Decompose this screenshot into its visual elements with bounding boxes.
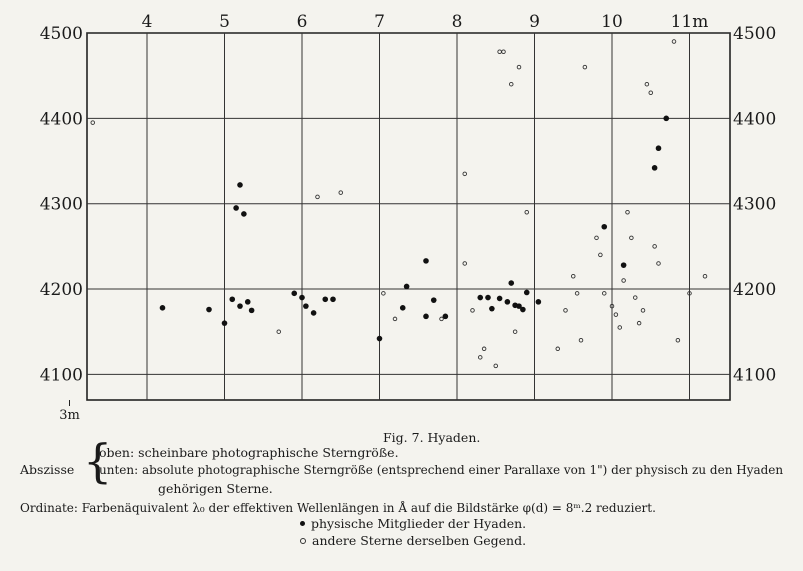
data-point-other (482, 347, 486, 351)
data-point-other (509, 82, 513, 86)
data-point-other (517, 65, 521, 69)
abscissa-top-text: oben: scheinbare photographische Sterngröße. (99, 445, 399, 460)
data-point-other (316, 195, 320, 199)
open-dot-icon (300, 538, 306, 544)
y-tick-label-right: 4400 (733, 109, 777, 130)
y-tick-label-right: 4500 (733, 24, 777, 44)
data-point-other (672, 40, 676, 44)
data-point-other (564, 309, 568, 313)
data-point-other (440, 317, 444, 321)
legend-label-open: andere Sterne derselben Gegend. (312, 533, 527, 548)
data-point-other (618, 326, 622, 330)
data-point-member (229, 296, 235, 302)
data-point-member (477, 295, 483, 301)
data-point-member (485, 295, 491, 301)
abscissa-bottom-text-continued: gehörigen Sterne. (158, 481, 273, 496)
y-tick-label-left: 4200 (39, 280, 83, 301)
data-point-other (602, 292, 606, 296)
data-point-other (641, 309, 645, 313)
data-point-other (339, 191, 343, 195)
axis-ticks (0, 12, 776, 423)
data-point-other (653, 245, 657, 249)
data-point-member (330, 296, 336, 302)
abscissa-brace: { (83, 434, 113, 488)
data-point-other (382, 292, 386, 296)
figure-title: Fig. 7. Hyaden. (383, 430, 481, 445)
data-point-other (91, 121, 95, 125)
data-point-member (222, 320, 228, 326)
top-tick-label: 8 (451, 12, 463, 32)
top-tick-label: 9 (529, 12, 540, 32)
data-point-member (237, 182, 243, 188)
data-point-member (311, 310, 317, 316)
data-point-other (583, 65, 587, 69)
data-point-other (622, 279, 626, 283)
data-point-other (630, 236, 634, 240)
data-point-other (649, 91, 653, 95)
y-tick-label-right: 4100 (733, 365, 777, 386)
data-point-member (656, 145, 662, 151)
legend-item-open (300, 533, 526, 548)
data-point-other (637, 321, 641, 325)
y-tick-label-left: 4500 (39, 24, 83, 44)
y-tick-label-left: 4100 (39, 365, 83, 386)
top-tick-label: 4 (141, 12, 153, 32)
data-point-other (571, 274, 575, 278)
data-point-other (626, 210, 630, 214)
filled-dot-icon (300, 521, 305, 526)
legend-label-filled: physische Mitglieder der Hyaden. (311, 516, 527, 531)
data-point-other (494, 364, 498, 368)
data-point-other (595, 236, 599, 240)
top-tick-label: 10 (601, 12, 623, 32)
data-point-member (508, 280, 514, 286)
data-point-member (423, 258, 429, 264)
data-point-member (400, 305, 406, 311)
data-point-member (497, 296, 503, 302)
data-point-member (291, 291, 297, 297)
data-point-other (657, 262, 661, 266)
data-point-other (463, 172, 467, 176)
data-point-other (393, 317, 397, 321)
data-point-member (206, 307, 212, 313)
data-point-other (277, 330, 281, 334)
data-point-member (249, 308, 255, 314)
data-point-other (703, 274, 707, 278)
data-point-member (621, 262, 627, 268)
data-point-member (524, 290, 530, 296)
data-point-member (536, 299, 542, 305)
data-point-member (160, 305, 166, 311)
data-point-member (322, 296, 328, 302)
top-tick-label: 7 (374, 12, 385, 32)
data-point-member (404, 284, 410, 290)
chart-grid (0, 33, 730, 406)
data-point-other (513, 330, 517, 334)
data-point-other (478, 356, 482, 360)
legend-item-filled (300, 516, 526, 531)
data-point-other (579, 338, 583, 342)
data-point-member (505, 299, 511, 305)
data-point-member (652, 165, 658, 171)
plot-frame (87, 33, 730, 400)
data-point-member (601, 224, 607, 230)
data-point-other (614, 313, 618, 317)
data-point-member (299, 295, 305, 301)
y-tick-label-right: 4200 (733, 280, 777, 301)
data-point-member (423, 314, 429, 320)
top-tick-label: 5 (219, 12, 230, 32)
data-point-member (303, 303, 309, 309)
data-point-member (663, 116, 669, 122)
data-point-other (645, 82, 649, 86)
bottom-tick-label: 3m (59, 408, 80, 423)
data-point-other (471, 309, 475, 313)
data-point-other (502, 50, 506, 54)
y-tick-label-left: 4300 (39, 194, 83, 215)
data-point-other (676, 338, 680, 342)
data-point-other (498, 50, 502, 54)
data-point-member (377, 336, 383, 342)
data-point-member (233, 205, 239, 211)
top-tick-label: 11m (670, 12, 709, 32)
data-point-other (525, 210, 529, 214)
abscissa-bottom-text: unten: absolute photographische Sterngröße (entsprechend einer Parallaxe von 1") der physisch zu den Hyaden (99, 463, 784, 477)
y-tick-label-left: 4400 (39, 109, 83, 130)
data-point-member (241, 211, 247, 217)
data-point-other (463, 262, 467, 266)
abscissa-label: Abszisse (20, 462, 75, 477)
data-point-member (237, 303, 243, 309)
y-tick-label-right: 4300 (733, 194, 777, 215)
data-point-member (520, 307, 526, 313)
data-point-other (599, 253, 603, 257)
data-point-other (556, 347, 560, 351)
data-point-member (431, 297, 437, 303)
top-tick-label: 6 (296, 12, 308, 32)
ordinate-text: Ordinate: Farbenäquivalent λ₀ der effektiven Wellenlängen in Å auf die Bildstärke φ(d) = 8ᵐ.2 reduziert. (20, 501, 656, 515)
data-point-member (245, 299, 251, 305)
data-point-other (575, 292, 579, 296)
data-point-member (489, 306, 495, 312)
data-point-other (633, 296, 637, 300)
